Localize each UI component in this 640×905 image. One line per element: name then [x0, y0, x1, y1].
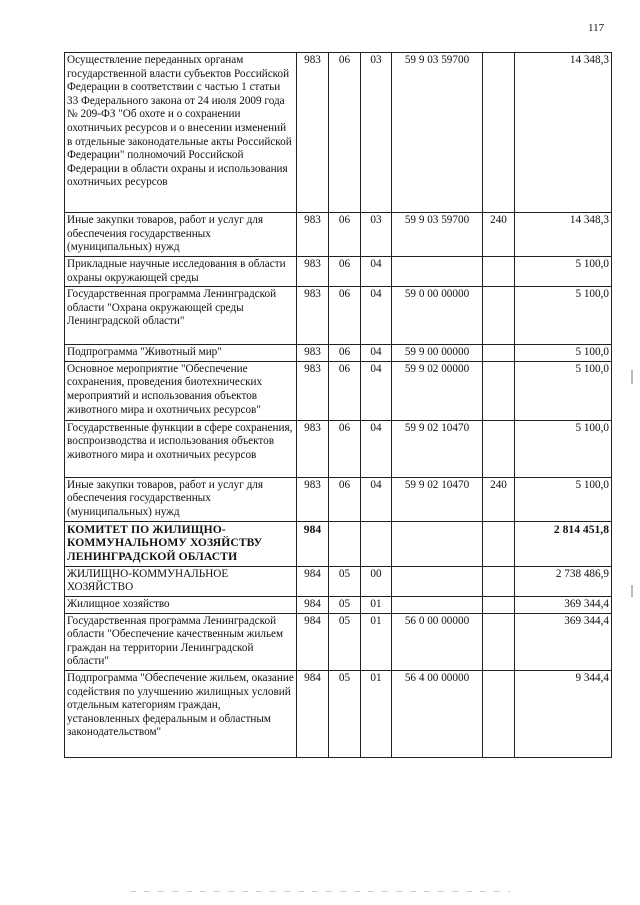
row-csr — [392, 521, 483, 566]
row-gr: 983 — [297, 257, 329, 287]
row-gr: 983 — [297, 477, 329, 521]
row-name: Иные закупки товаров, работ и услуг для обеспечения государственных (муниципальных) нужд — [65, 213, 297, 257]
row-csr: 59 9 02 00000 — [392, 361, 483, 420]
table-row — [65, 257, 612, 287]
row-sum: 14 348,3 — [515, 53, 612, 213]
row-pr: 01 — [361, 596, 392, 613]
row-vr — [483, 596, 515, 613]
table-row — [65, 345, 612, 362]
row-csr: 59 9 02 10470 — [392, 477, 483, 521]
row-csr: 59 9 02 10470 — [392, 420, 483, 477]
row-rz: 06 — [329, 477, 361, 521]
row-sum: 2 738 486,9 — [515, 566, 612, 596]
row-gr: 983 — [297, 420, 329, 477]
scan-edge-mark — [631, 370, 633, 384]
row-pr: 03 — [361, 213, 392, 257]
table-row — [65, 521, 612, 566]
row-rz: 06 — [329, 420, 361, 477]
row-sum: 9 344,4 — [515, 670, 612, 757]
row-pr: 01 — [361, 670, 392, 757]
row-name: Государственная программа Ленинградской области "Обеспечение качественным жильем граждан на территории Ленинградской области" — [65, 613, 297, 670]
table-row — [65, 213, 612, 257]
row-name: Подпрограмма "Животный мир" — [65, 345, 297, 362]
row-gr: 983 — [297, 53, 329, 213]
row-vr — [483, 613, 515, 670]
row-rz: 06 — [329, 53, 361, 213]
row-sum: 369 344,4 — [515, 596, 612, 613]
table-row — [65, 53, 612, 213]
row-gr: 984 — [297, 613, 329, 670]
row-pr: 00 — [361, 566, 392, 596]
row-gr: 983 — [297, 287, 329, 345]
row-pr: 04 — [361, 257, 392, 287]
row-gr: 983 — [297, 361, 329, 420]
row-vr — [483, 345, 515, 362]
row-rz: 06 — [329, 257, 361, 287]
row-csr — [392, 257, 483, 287]
row-vr: 240 — [483, 477, 515, 521]
row-vr — [483, 521, 515, 566]
row-rz: 06 — [329, 213, 361, 257]
row-rz: 05 — [329, 596, 361, 613]
row-sum: 5 100,0 — [515, 420, 612, 477]
row-name: КОМИТЕТ ПО ЖИЛИЩНО-КОММУНАЛЬНОМУ ХОЗЯЙСТВУ ЛЕНИНГРАДСКОЙ ОБЛАСТИ — [65, 521, 297, 566]
row-vr — [483, 361, 515, 420]
scan-edge-mark — [631, 585, 633, 597]
row-rz: 06 — [329, 361, 361, 420]
row-pr: 04 — [361, 420, 392, 477]
table-row — [65, 670, 612, 757]
row-sum: 5 100,0 — [515, 287, 612, 345]
table-row — [65, 613, 612, 670]
row-gr: 984 — [297, 670, 329, 757]
row-csr: 59 0 00 00000 — [392, 287, 483, 345]
row-vr: 240 — [483, 213, 515, 257]
row-pr: 04 — [361, 477, 392, 521]
scan-noise — [130, 891, 510, 892]
row-rz: 06 — [329, 287, 361, 345]
table-row — [65, 287, 612, 345]
row-vr — [483, 53, 515, 213]
row-rz: 05 — [329, 566, 361, 596]
row-name: Осуществление переданных органам государственной власти субъектов Российской Федерации в соответствии с частью 1 статьи 33 Федерального закона от 24 июля 2009 года № 209-ФЗ "Об охоте и о сохранении охотничьих ресурсов и о внесении изменений в отдельные законодательные акты Российской Федерации" полномочий Российской Федерации в области охраны и использования охотничьих ресурсов — [65, 53, 297, 213]
row-csr: 59 9 00 00000 — [392, 345, 483, 362]
row-name: Основное мероприятие "Обеспечение сохранения, проведения биотехнических мероприятий и использования объектов животного мира и охотничьих ресурсов" — [65, 361, 297, 420]
row-pr: 01 — [361, 613, 392, 670]
row-sum: 5 100,0 — [515, 361, 612, 420]
row-csr — [392, 566, 483, 596]
row-csr: 59 9 03 59700 — [392, 53, 483, 213]
row-pr: 04 — [361, 287, 392, 345]
row-name: Государственная программа Ленинградской области "Охрана окружающей среды Ленинградской области" — [65, 287, 297, 345]
row-sum: 5 100,0 — [515, 477, 612, 521]
row-vr — [483, 420, 515, 477]
row-sum: 5 100,0 — [515, 345, 612, 362]
row-sum: 14 348,3 — [515, 213, 612, 257]
row-gr: 984 — [297, 566, 329, 596]
row-name: Иные закупки товаров, работ и услуг для обеспечения государственных (муниципальных) нужд — [65, 477, 297, 521]
table-row — [65, 420, 612, 477]
table-row — [65, 596, 612, 613]
table-row — [65, 566, 612, 596]
row-sum: 369 344,4 — [515, 613, 612, 670]
row-vr — [483, 670, 515, 757]
budget-table — [64, 52, 612, 758]
row-pr — [361, 521, 392, 566]
page-number: 117 — [588, 22, 605, 34]
row-vr — [483, 257, 515, 287]
row-name: Государственные функции в сфере сохранения, воспроизводства и использования объектов животного мира и охотничьих ресурсов — [65, 420, 297, 477]
table-row — [65, 361, 612, 420]
row-sum: 5 100,0 — [515, 257, 612, 287]
row-name: ЖИЛИЩНО-КОММУНАЛЬНОЕ ХОЗЯЙСТВО — [65, 566, 297, 596]
row-gr: 983 — [297, 213, 329, 257]
row-name: Жилищное хозяйство — [65, 596, 297, 613]
row-vr — [483, 566, 515, 596]
row-rz: 05 — [329, 670, 361, 757]
row-csr: 56 4 00 00000 — [392, 670, 483, 757]
row-csr: 59 9 03 59700 — [392, 213, 483, 257]
row-rz — [329, 521, 361, 566]
row-sum: 2 814 451,8 — [515, 521, 612, 566]
row-csr: 56 0 00 00000 — [392, 613, 483, 670]
row-csr — [392, 596, 483, 613]
row-pr: 03 — [361, 53, 392, 213]
row-name: Прикладные научные исследования в области охраны окружающей среды — [65, 257, 297, 287]
row-name: Подпрограмма "Обеспечение жильем, оказание содействия по улучшению жилищных условий отдельным категориям граждан, установленных федеральным и областным законодательством" — [65, 670, 297, 757]
row-pr: 04 — [361, 345, 392, 362]
row-gr: 983 — [297, 345, 329, 362]
table-row — [65, 477, 612, 521]
row-gr: 984 — [297, 596, 329, 613]
row-pr: 04 — [361, 361, 392, 420]
row-gr: 984 — [297, 521, 329, 566]
row-vr — [483, 287, 515, 345]
row-rz: 06 — [329, 345, 361, 362]
row-rz: 05 — [329, 613, 361, 670]
